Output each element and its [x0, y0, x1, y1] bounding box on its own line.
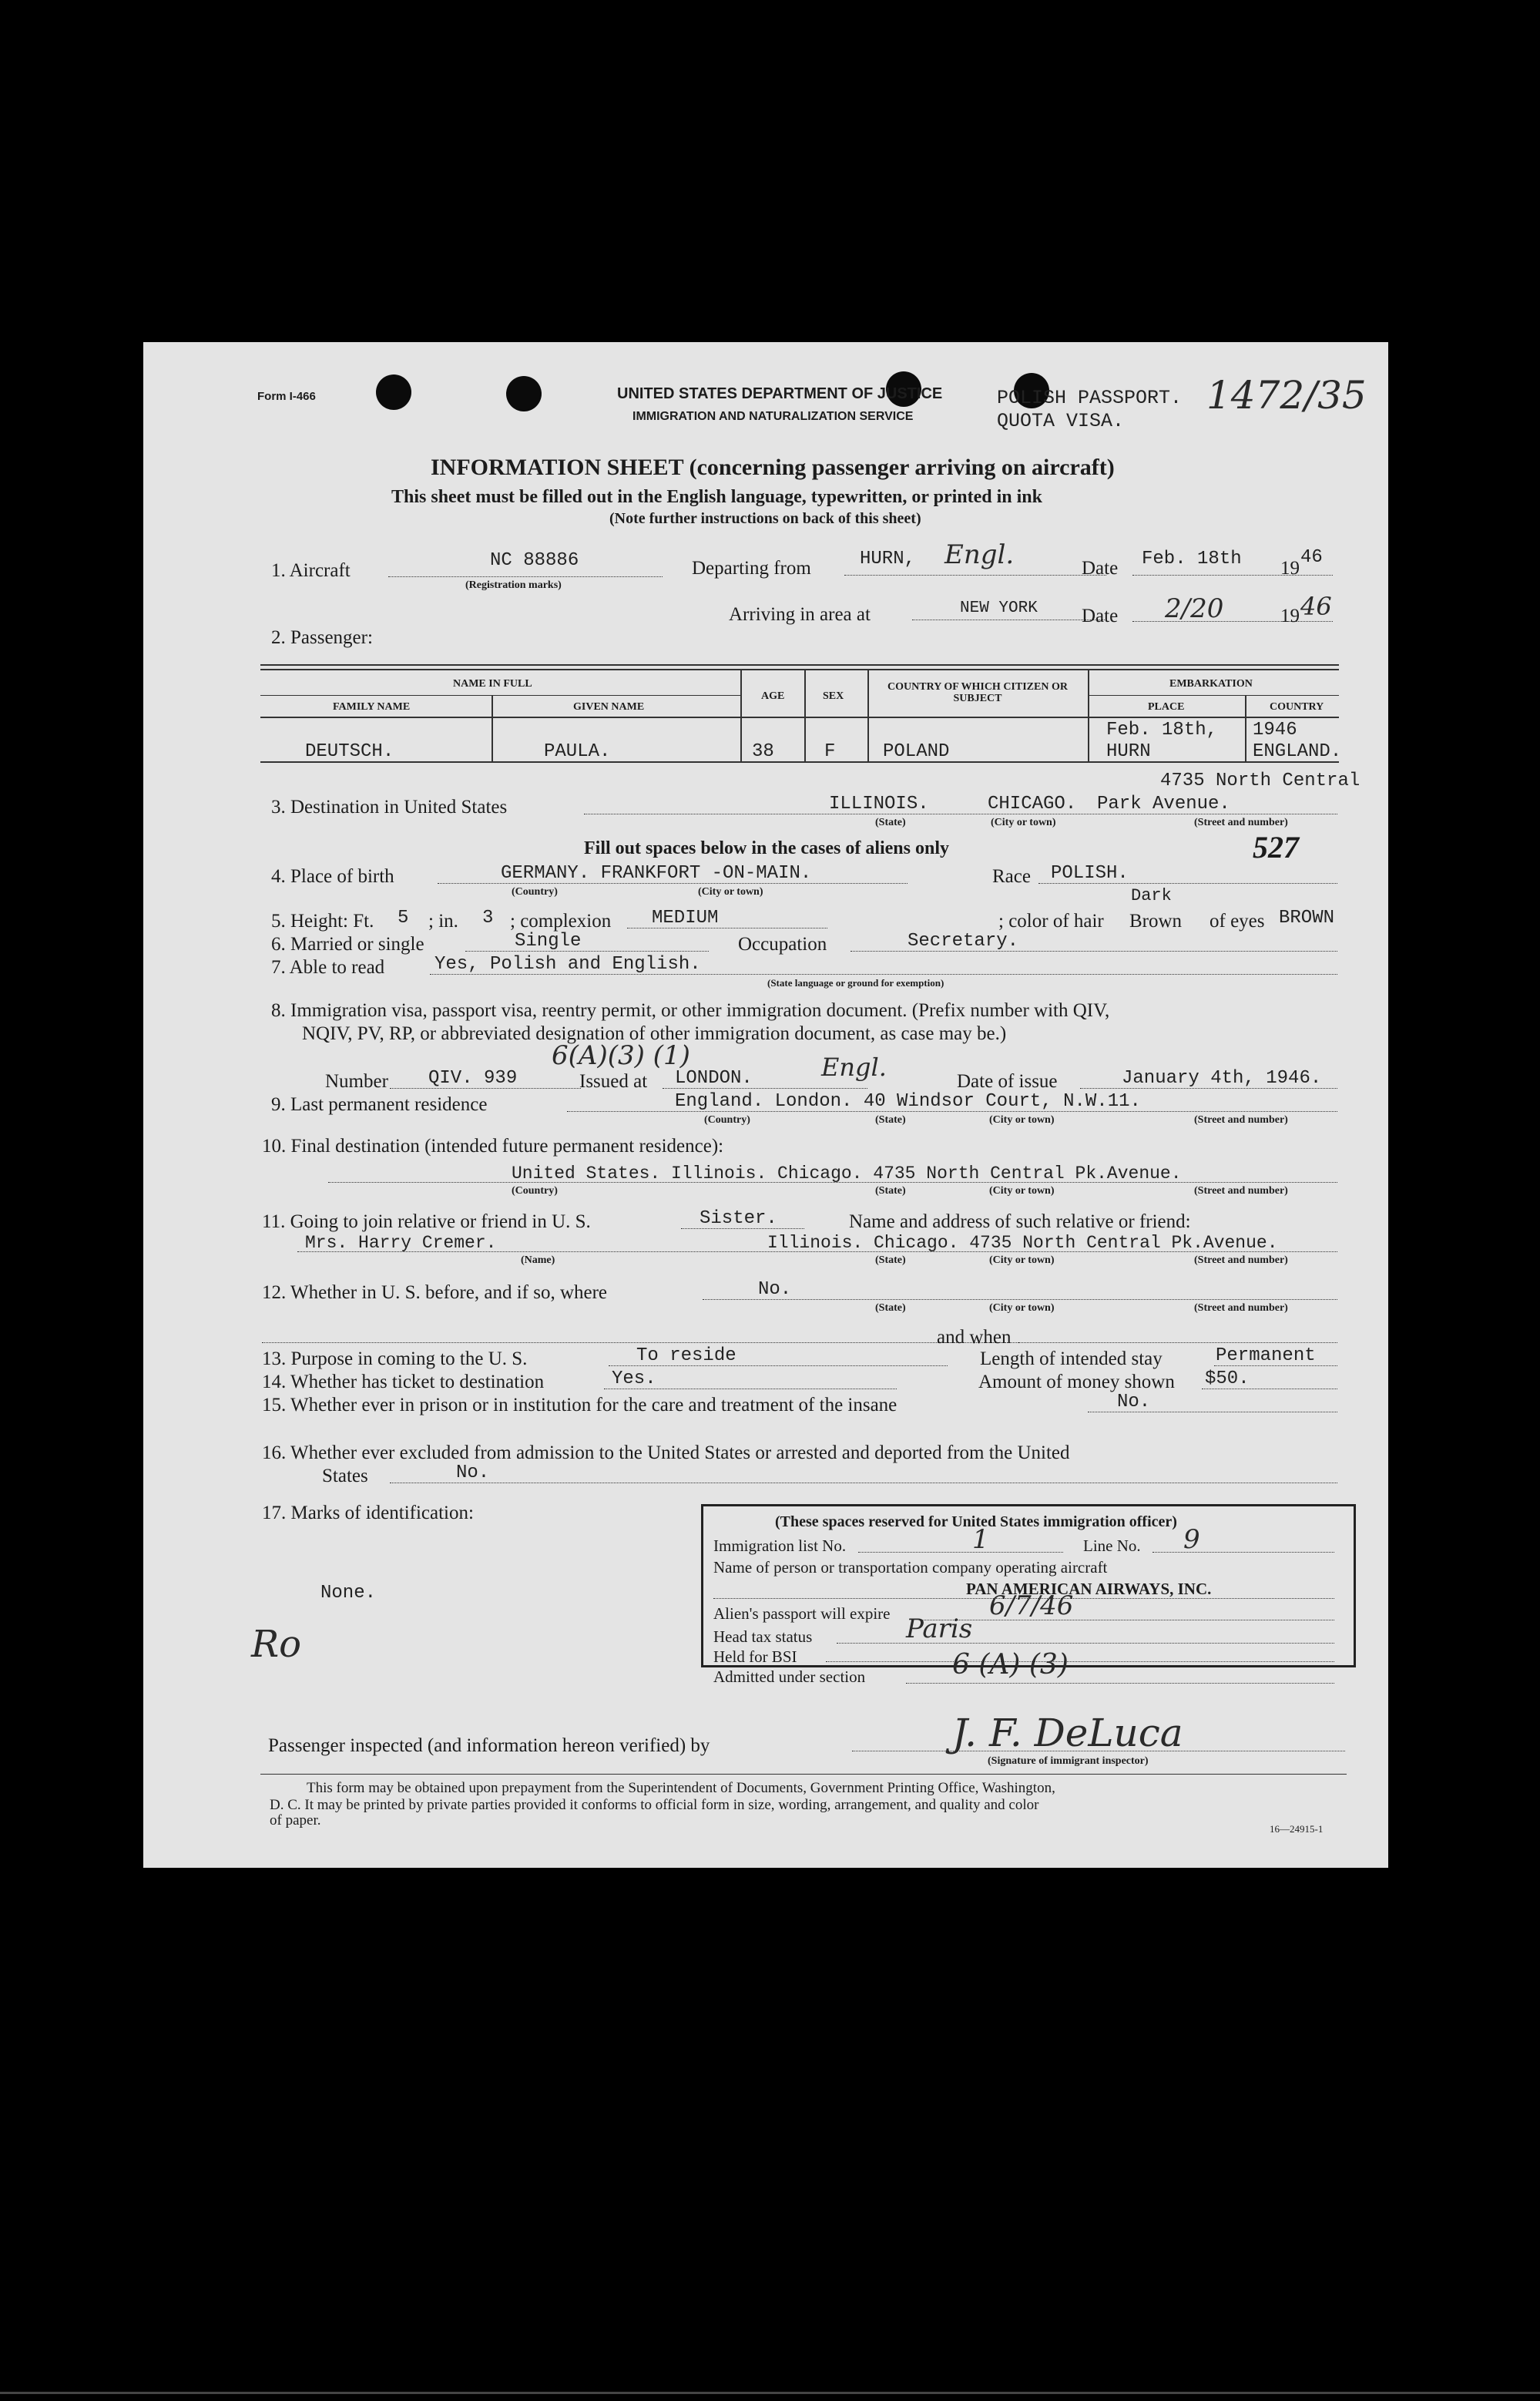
- table-col-divider: [492, 695, 493, 761]
- rule: [1018, 1342, 1337, 1343]
- caption-state: (State): [875, 1254, 906, 1266]
- line-value: 9: [1183, 1524, 1200, 1555]
- issued-value: LONDON.: [675, 1068, 753, 1089]
- footer-line-1: This form may be obtained upon prepayment from the Superintendent of Documents, Government Printing Office, Washington,: [307, 1780, 1055, 1796]
- officer-box-title: (These spaces reserved for United States immigration officer): [775, 1513, 1177, 1530]
- stamp-number: 527: [1253, 830, 1299, 865]
- departure-date-label: Date: [1082, 558, 1119, 579]
- complexion-value: MEDIUM: [652, 908, 719, 928]
- passenger-label: 2. Passenger:: [271, 627, 373, 648]
- film-edge: [0, 2392, 1540, 2394]
- bsi-label: Held for BSI: [713, 1647, 797, 1666]
- form-code: 16—24915-1: [1270, 1823, 1324, 1835]
- table-col-divider: [1088, 669, 1089, 761]
- table-header-citizen: COUNTRY OF WHICH CITIZEN OR SUBJECT: [887, 681, 1068, 704]
- caption-city: (City or town): [698, 886, 763, 898]
- visa-number: QIV. 939: [428, 1068, 518, 1089]
- company-value: PAN AMERICAN AIRWAYS, INC.: [966, 1580, 1212, 1598]
- visa-number-label: Number: [325, 1071, 388, 1092]
- marks-value: None.: [320, 1583, 377, 1603]
- caption-street: (Street and number): [1194, 1185, 1288, 1197]
- punch-hole: [506, 376, 542, 411]
- visa-handwritten: 6(A)(3) (1): [552, 1040, 690, 1071]
- visa-line-1: 8. Immigration visa, passport visa, reentry permit, or other immigration document. (Prefix number with QIV,: [271, 1000, 1110, 1021]
- cell-embark-date: Feb. 18th,: [1106, 720, 1218, 740]
- caption-state: (State): [875, 1114, 906, 1126]
- hair-value: Brown: [1129, 911, 1183, 932]
- inspector-signature: J. F. DeLuca: [952, 1711, 1183, 1755]
- form-subtitle: This sheet must be filled out in the English language, typewritten, or printed in ink: [391, 487, 1042, 507]
- line-label: Line No.: [1083, 1536, 1141, 1555]
- prison-label: 15. Whether ever in prison or in institution for the care and treatment of the insane: [262, 1395, 897, 1415]
- caption-city: (City or town): [989, 1185, 1055, 1197]
- stay-label: Length of intended stay: [980, 1348, 1163, 1369]
- marks-label: 17. Marks of identification:: [262, 1503, 474, 1523]
- join-name-value: Mrs. Harry Cremer.: [305, 1233, 497, 1253]
- table-header-rule: [260, 695, 741, 696]
- table-header-given: GIVEN NAME: [573, 701, 645, 713]
- table-col-divider: [740, 669, 742, 761]
- join-value: Sister.: [700, 1208, 777, 1229]
- complexion-label: ; complexion: [510, 911, 612, 932]
- form-sheet: [143, 342, 1388, 1868]
- caption-street: (Street and number): [1194, 1302, 1288, 1314]
- cell-embark-country: ENGLAND.: [1253, 741, 1342, 762]
- stay-value: Permanent: [1216, 1345, 1316, 1366]
- rule: [465, 951, 709, 952]
- rule: [1132, 575, 1333, 576]
- departure-date: Feb. 18th: [1142, 549, 1242, 569]
- caption-street: (Street and number): [1194, 1254, 1288, 1266]
- form-number: Form I-466: [257, 390, 316, 403]
- height-in: 3: [482, 908, 494, 928]
- signature-caption: (Signature of immigrant inspector): [988, 1755, 1149, 1767]
- caption-city: (City or town): [991, 817, 1056, 828]
- purpose-label: 13. Purpose in coming to the U. S.: [262, 1348, 528, 1369]
- rule: [1132, 621, 1333, 622]
- before-value: No.: [758, 1279, 792, 1300]
- cell-citizen: POLAND: [883, 741, 950, 762]
- rule: [906, 1683, 1334, 1684]
- prison-value: No.: [1117, 1392, 1151, 1412]
- rule: [826, 1661, 1334, 1662]
- section-value: 6 (A) (3): [952, 1649, 1069, 1681]
- read-caption: (State language or ground for exemption): [767, 977, 944, 989]
- read-label: 7. Able to read: [271, 957, 385, 978]
- table-top-rule: [260, 664, 1339, 666]
- footer-rule: [260, 1774, 1347, 1775]
- caption-city: (City or town): [989, 1302, 1055, 1314]
- departing-label: Departing from: [692, 558, 811, 579]
- excluded-value: No.: [456, 1462, 490, 1483]
- eyes-label: of eyes: [1210, 911, 1265, 932]
- height-ft: 5: [398, 908, 409, 928]
- expire-label: Alien's passport will expire: [713, 1604, 891, 1623]
- arrival-year-prefix: 19: [1280, 606, 1300, 626]
- married-value: Single: [515, 931, 582, 952]
- departure-year: 46: [1300, 547, 1323, 568]
- expire-value: 6/7/46: [989, 1590, 1074, 1621]
- arrival-year: 46: [1300, 592, 1332, 621]
- issue-date-label: Date of issue: [957, 1071, 1058, 1092]
- rule: [844, 575, 1106, 576]
- occupation-value: Secretary.: [908, 931, 1019, 952]
- table-header-embarkation: EMBARKATION: [1169, 678, 1253, 690]
- departure-year-prefix: 19: [1280, 558, 1300, 579]
- caption-city: (City or town): [989, 1114, 1055, 1126]
- issued-label: Issued at: [579, 1071, 648, 1092]
- residence-label: 9. Last permanent residence: [271, 1094, 488, 1115]
- money-label: Amount of money shown: [978, 1372, 1175, 1392]
- birth-label: 4. Place of birth: [271, 866, 394, 887]
- join-label: 11. Going to join relative or friend in U. S.: [262, 1211, 591, 1232]
- final-value: United States. Illinois. Chicago. 4735 North Central Pk.Avenue.: [512, 1164, 1182, 1184]
- punch-hole: [376, 374, 411, 410]
- hair-note: Dark: [1131, 886, 1172, 905]
- aircraft-caption: (Registration marks): [465, 579, 562, 591]
- arrival-date: 2/20: [1165, 593, 1224, 624]
- occupation-label: Occupation: [738, 934, 827, 955]
- height-in-label: ; in.: [428, 911, 458, 932]
- cell-age: 38: [752, 741, 774, 762]
- department-name: UNITED STATES DEPARTMENT OF JUSTICE: [617, 385, 943, 402]
- rule: [703, 1299, 1337, 1300]
- service-name: IMMIGRATION AND NATURALIZATION SERVICE: [632, 410, 914, 423]
- table-col-divider: [804, 669, 806, 761]
- destination-street-top: 4735 North Central: [1160, 771, 1361, 791]
- arriving-value: NEW YORK: [960, 599, 1038, 617]
- join-address-value: Illinois. Chicago. 4735 North Central Pk.Avenue.: [767, 1233, 1278, 1253]
- form-note: (Note further instructions on back of this sheet): [609, 510, 921, 527]
- excluded-line-1: 16. Whether ever excluded from admission to the United States or arrested and deported from the United: [262, 1442, 1070, 1463]
- rule: [858, 1552, 1063, 1553]
- table-header-country: COUNTRY: [1270, 701, 1324, 713]
- caption-city: (City or town): [989, 1254, 1055, 1266]
- money-value: $50.: [1205, 1368, 1250, 1389]
- caption-state: (State): [875, 817, 906, 828]
- marks-handwritten: Ro: [251, 1623, 302, 1666]
- issue-date: January 4th, 1946.: [1122, 1068, 1322, 1089]
- table-header-place: PLACE: [1148, 701, 1185, 713]
- list-value: 1: [972, 1524, 989, 1555]
- caption-country: (Country): [704, 1114, 750, 1126]
- section-label: Admitted under section: [713, 1667, 866, 1686]
- caption-name: (Name): [521, 1254, 555, 1266]
- race-label: Race: [992, 866, 1031, 887]
- table-bottom-rule: [260, 761, 1339, 763]
- departing-value: HURN,: [860, 549, 916, 569]
- table-header-name: NAME IN FULL: [453, 678, 532, 690]
- tax-value: Paris: [906, 1614, 973, 1644]
- departing-handwritten: Engl.: [944, 539, 1015, 570]
- form-title: INFORMATION SHEET (concerning passenger arriving on aircraft): [431, 455, 1115, 480]
- table-col-divider: [867, 669, 869, 761]
- table-header-rule: [260, 717, 1339, 718]
- list-label: Immigration list No.: [713, 1536, 847, 1555]
- handwritten-file-number: 1472/35: [1206, 373, 1367, 418]
- caption-state: (State): [875, 1302, 906, 1314]
- footer-line-3: of paper.: [270, 1812, 321, 1828]
- race-value: POLISH.: [1051, 863, 1129, 884]
- hair-label: ; color of hair: [998, 911, 1104, 932]
- eyes-value: BROWN: [1279, 908, 1335, 928]
- married-label: 6. Married or single: [271, 934, 424, 955]
- excluded-line-2: States: [322, 1466, 368, 1486]
- when-label: and when: [937, 1327, 1012, 1348]
- arrival-date-label: Date: [1082, 606, 1119, 626]
- rule: [1152, 1552, 1334, 1553]
- destination-state: ILLINOIS.: [829, 794, 929, 814]
- destination-label: 3. Destination in United States: [271, 797, 508, 818]
- read-value: Yes, Polish and English.: [434, 954, 701, 975]
- typed-visa: QUOTA VISA.: [997, 410, 1125, 432]
- aircraft-label: 1. Aircraft: [271, 560, 351, 581]
- typed-passport: POLISH PASSPORT.: [997, 387, 1183, 409]
- height-label: 5. Height: Ft.: [271, 911, 374, 932]
- before-label: 12. Whether in U. S. before, and if so, where: [262, 1282, 608, 1303]
- residence-value: England. London. 40 Windsor Court, N.W.11.: [675, 1091, 1141, 1112]
- visa-line-2: NQIV, PV, RP, or abbreviated designation of other immigration document, as case may be.): [302, 1023, 1007, 1044]
- caption-country: (Country): [512, 886, 558, 898]
- cell-sex: F: [824, 741, 836, 762]
- caption-street: (Street and number): [1194, 1114, 1288, 1126]
- table-header-sex: SEX: [823, 690, 844, 702]
- birth-value: GERMANY. FRANKFORT -ON-MAIN.: [501, 863, 812, 884]
- ticket-value: Yes.: [612, 1368, 656, 1389]
- cell-embark-year: 1946: [1253, 720, 1297, 740]
- issued-handwritten: Engl.: [821, 1053, 887, 1082]
- destination-city: CHICAGO.: [988, 794, 1077, 814]
- table-header-age: AGE: [761, 690, 785, 702]
- tax-label: Head tax status: [713, 1627, 813, 1646]
- table-col-divider: [1245, 695, 1246, 761]
- destination-street: Park Avenue.: [1097, 794, 1230, 814]
- footer-line-2: D. C. It may be printed by private parties provided it conforms to official form in size, wording, arrangement, and quality and color: [270, 1797, 1039, 1813]
- table-header-family: FAMILY NAME: [333, 701, 411, 713]
- cell-family-name: DEUTSCH.: [305, 741, 394, 762]
- purpose-value: To reside: [636, 1345, 736, 1366]
- aircraft-registration: NC 88886: [490, 550, 579, 571]
- caption-state: (State): [875, 1185, 906, 1197]
- arriving-label: Arriving in area at: [729, 604, 871, 625]
- rule: [388, 576, 663, 577]
- join-name-label: Name and address of such relative or friend:: [849, 1211, 1191, 1232]
- caption-country: (Country): [512, 1185, 558, 1197]
- inspected-label: Passenger inspected (and information hereon verified) by: [268, 1735, 710, 1756]
- final-label: 10. Final destination (intended future permanent residence):: [262, 1136, 724, 1157]
- cell-embark-place: HURN: [1106, 741, 1151, 762]
- cell-given-name: PAULA.: [544, 741, 611, 762]
- aliens-heading: Fill out spaces below in the cases of aliens only: [584, 838, 950, 858]
- caption-street: (Street and number): [1194, 817, 1288, 828]
- ticket-label: 14. Whether has ticket to destination: [262, 1372, 545, 1392]
- company-label: Name of person or transportation company operating aircraft: [713, 1558, 1108, 1577]
- table-top-rule-2: [260, 669, 1339, 670]
- table-header-rule: [1088, 695, 1339, 696]
